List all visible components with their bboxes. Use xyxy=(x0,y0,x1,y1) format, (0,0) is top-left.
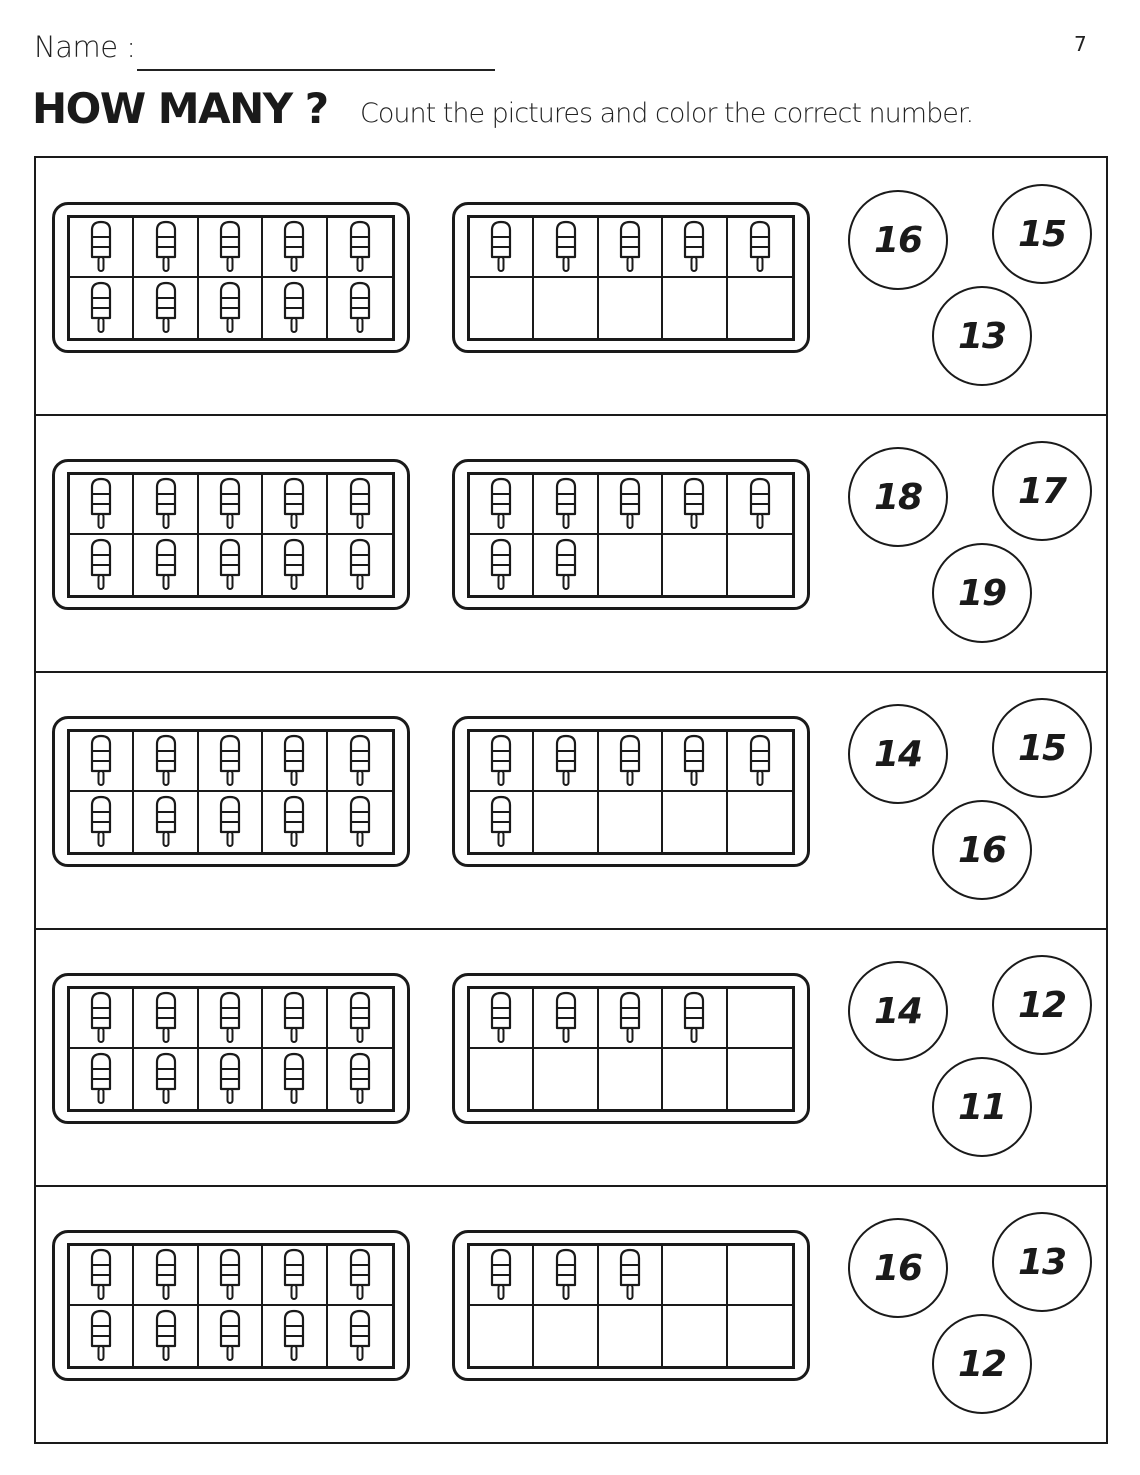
popsicle-icon xyxy=(551,1247,581,1303)
ten-frame-grid xyxy=(467,1243,795,1369)
ten-frame-cell xyxy=(199,989,263,1049)
answer-option-circle[interactable]: 16 xyxy=(848,190,948,290)
answer-option-circle[interactable]: 16 xyxy=(848,1218,948,1318)
popsicle-icon xyxy=(151,476,181,532)
ten-frame-cell xyxy=(599,732,663,792)
ten-frame-cell xyxy=(134,1306,198,1366)
ten-frame-cell xyxy=(663,1049,727,1109)
ten-frame-full xyxy=(52,202,410,353)
ten-frame-cell xyxy=(728,732,792,792)
popsicle-icon xyxy=(679,476,709,532)
problem-row xyxy=(36,1186,1106,1443)
name-label: Name : xyxy=(34,30,136,64)
popsicle-icon xyxy=(215,280,245,336)
ten-frame-cell xyxy=(728,792,792,852)
ten-frame-cell xyxy=(470,535,534,595)
ten-frame-cell xyxy=(534,732,598,792)
popsicle-icon xyxy=(86,990,116,1046)
popsicle-icon xyxy=(151,733,181,789)
ten-frame-cell xyxy=(663,1306,727,1366)
ten-frame-cell xyxy=(70,1246,134,1306)
ten-frame-cell xyxy=(328,792,392,852)
popsicle-icon xyxy=(345,537,375,593)
ten-frame-cell xyxy=(134,1246,198,1306)
ten-frame-cell xyxy=(534,1246,598,1306)
popsicle-icon xyxy=(279,219,309,275)
popsicle-icon xyxy=(279,990,309,1046)
popsicle-icon xyxy=(151,794,181,850)
popsicle-icon xyxy=(215,1308,245,1364)
ten-frame-cell xyxy=(263,218,327,278)
answer-option-circle[interactable]: 19 xyxy=(932,543,1032,643)
ten-frame-cell xyxy=(134,475,198,535)
answer-option-circle[interactable]: 14 xyxy=(848,961,948,1061)
ten-frame-cell xyxy=(534,218,598,278)
ten-frame-cell xyxy=(263,535,327,595)
popsicle-icon xyxy=(215,990,245,1046)
popsicle-icon xyxy=(551,990,581,1046)
ten-frame-cell xyxy=(534,475,598,535)
ten-frame-cell xyxy=(328,1049,392,1109)
ten-frame-grid xyxy=(467,729,795,855)
answer-option-circle[interactable]: 17 xyxy=(992,441,1092,541)
ten-frame-cell xyxy=(263,1306,327,1366)
popsicle-icon xyxy=(486,219,516,275)
ten-frame-cell xyxy=(599,989,663,1049)
popsicle-icon xyxy=(279,733,309,789)
ten-frame-grid xyxy=(67,215,395,341)
popsicle-icon xyxy=(86,476,116,532)
popsicle-icon xyxy=(151,219,181,275)
ten-frame-cell xyxy=(263,1246,327,1306)
popsicle-icon xyxy=(345,1308,375,1364)
name-line[interactable] xyxy=(137,69,495,71)
ten-frame-cell xyxy=(199,792,263,852)
ten-frame-cell xyxy=(263,989,327,1049)
ten-frame-cell xyxy=(199,535,263,595)
popsicle-icon xyxy=(345,794,375,850)
popsicle-icon xyxy=(615,733,645,789)
ten-frame-cell xyxy=(663,989,727,1049)
popsicle-icon xyxy=(86,219,116,275)
ten-frame-cell xyxy=(728,1246,792,1306)
popsicle-icon xyxy=(151,990,181,1046)
ten-frame-cell xyxy=(70,1306,134,1366)
popsicle-icon xyxy=(279,476,309,532)
worksheet-frame xyxy=(34,156,1108,1444)
answer-option-circle[interactable]: 14 xyxy=(848,704,948,804)
popsicle-icon xyxy=(151,1308,181,1364)
popsicle-icon xyxy=(486,537,516,593)
popsicle-icon xyxy=(551,219,581,275)
ten-frame-cell xyxy=(470,1246,534,1306)
popsicle-icon xyxy=(615,990,645,1046)
ten-frame-cell xyxy=(534,989,598,1049)
ten-frame-cell xyxy=(328,1306,392,1366)
ten-frame-cell xyxy=(134,278,198,338)
answer-option-circle[interactable]: 15 xyxy=(992,698,1092,798)
ten-frame-cell xyxy=(134,218,198,278)
ten-frame-grid xyxy=(67,729,395,855)
problem-row xyxy=(36,158,1106,415)
ten-frame-cell xyxy=(70,475,134,535)
ten-frame-cell xyxy=(599,1246,663,1306)
ten-frame-cell xyxy=(663,278,727,338)
ten-frame-cell xyxy=(728,475,792,535)
popsicle-icon xyxy=(679,990,709,1046)
ten-frame-partial xyxy=(452,716,810,867)
ten-frame-cell xyxy=(328,278,392,338)
popsicle-icon xyxy=(151,1051,181,1107)
popsicle-icon xyxy=(151,537,181,593)
ten-frame-cell xyxy=(70,278,134,338)
popsicle-icon xyxy=(151,280,181,336)
ten-frame-cell xyxy=(70,732,134,792)
popsicle-icon xyxy=(215,476,245,532)
popsicle-icon xyxy=(86,1308,116,1364)
ten-frame-cell xyxy=(470,278,534,338)
ten-frame-cell xyxy=(599,475,663,535)
problem-row xyxy=(36,415,1106,672)
row-divider xyxy=(36,928,1106,930)
popsicle-icon xyxy=(615,1247,645,1303)
popsicle-icon xyxy=(486,990,516,1046)
answer-option-circle[interactable]: 12 xyxy=(932,1314,1032,1414)
ten-frame-cell xyxy=(534,535,598,595)
ten-frame-cell xyxy=(134,1049,198,1109)
ten-frame-cell xyxy=(470,218,534,278)
popsicle-icon xyxy=(486,1247,516,1303)
ten-frame-grid xyxy=(467,472,795,598)
popsicle-icon xyxy=(486,733,516,789)
ten-frame-cell xyxy=(728,278,792,338)
ten-frame-cell xyxy=(263,792,327,852)
answer-option-circle[interactable]: 15 xyxy=(992,184,1092,284)
ten-frame-cell xyxy=(534,1049,598,1109)
ten-frame-cell xyxy=(134,732,198,792)
popsicle-icon xyxy=(745,476,775,532)
popsicle-icon xyxy=(279,1247,309,1303)
answer-option-circle[interactable]: 12 xyxy=(992,955,1092,1055)
ten-frame-cell xyxy=(70,792,134,852)
ten-frame-partial xyxy=(452,459,810,610)
ten-frame-cell xyxy=(534,1306,598,1366)
popsicle-icon xyxy=(679,733,709,789)
ten-frame-cell xyxy=(199,1049,263,1109)
popsicle-icon xyxy=(615,476,645,532)
popsicle-icon xyxy=(279,794,309,850)
popsicle-icon xyxy=(345,990,375,1046)
ten-frame-cell xyxy=(199,1306,263,1366)
ten-frame-cell xyxy=(663,792,727,852)
popsicle-icon xyxy=(215,537,245,593)
answer-option-circle[interactable]: 16 xyxy=(932,800,1032,900)
popsicle-icon xyxy=(215,1247,245,1303)
popsicle-icon xyxy=(279,280,309,336)
popsicle-icon xyxy=(86,537,116,593)
ten-frame-cell xyxy=(70,535,134,595)
ten-frame-cell xyxy=(663,732,727,792)
ten-frame-cell xyxy=(70,1049,134,1109)
popsicle-icon xyxy=(279,1051,309,1107)
ten-frame-cell xyxy=(199,732,263,792)
ten-frame-full xyxy=(52,1230,410,1381)
answer-option-circle[interactable]: 18 xyxy=(848,447,948,547)
ten-frame-cell xyxy=(134,535,198,595)
ten-frame-cell xyxy=(470,475,534,535)
ten-frame-cell xyxy=(263,278,327,338)
popsicle-icon xyxy=(486,476,516,532)
ten-frame-cell xyxy=(663,475,727,535)
ten-frame-grid xyxy=(467,215,795,341)
ten-frame-cell xyxy=(534,278,598,338)
popsicle-icon xyxy=(551,733,581,789)
ten-frame-cell xyxy=(470,732,534,792)
popsicle-icon xyxy=(615,219,645,275)
ten-frame-cell xyxy=(263,732,327,792)
ten-frame-grid xyxy=(467,986,795,1112)
ten-frame-cell xyxy=(470,792,534,852)
popsicle-icon xyxy=(345,280,375,336)
ten-frame-grid xyxy=(67,472,395,598)
popsicle-icon xyxy=(86,1247,116,1303)
ten-frame-partial xyxy=(452,202,810,353)
answer-option-circle[interactable]: 13 xyxy=(932,286,1032,386)
ten-frame-cell xyxy=(599,1306,663,1366)
popsicle-icon xyxy=(215,1051,245,1107)
popsicle-icon xyxy=(551,537,581,593)
ten-frame-cell xyxy=(328,1246,392,1306)
ten-frame-cell xyxy=(263,1049,327,1109)
row-divider xyxy=(36,1185,1106,1187)
popsicle-icon xyxy=(345,219,375,275)
ten-frame-cell xyxy=(728,989,792,1049)
ten-frame-cell xyxy=(134,989,198,1049)
popsicle-icon xyxy=(345,476,375,532)
answer-option-circle[interactable]: 11 xyxy=(932,1057,1032,1157)
ten-frame-cell xyxy=(470,989,534,1049)
ten-frame-cell xyxy=(470,1049,534,1109)
ten-frame-cell xyxy=(728,218,792,278)
ten-frame-cell xyxy=(599,535,663,595)
popsicle-icon xyxy=(215,219,245,275)
popsicle-icon xyxy=(86,280,116,336)
ten-frame-cell xyxy=(728,535,792,595)
ten-frame-grid xyxy=(67,1243,395,1369)
page-title: HOW MANY ? xyxy=(32,84,328,133)
ten-frame-full xyxy=(52,973,410,1124)
ten-frame-grid xyxy=(67,986,395,1112)
ten-frame-cell xyxy=(70,989,134,1049)
instructions: Count the pictures and color the correct number. xyxy=(360,98,974,129)
popsicle-icon xyxy=(345,1247,375,1303)
ten-frame-cell xyxy=(199,218,263,278)
popsicle-icon xyxy=(151,1247,181,1303)
ten-frame-cell xyxy=(328,475,392,535)
ten-frame-cell xyxy=(663,535,727,595)
row-divider xyxy=(36,414,1106,416)
ten-frame-cell xyxy=(199,1246,263,1306)
ten-frame-full xyxy=(52,716,410,867)
ten-frame-cell xyxy=(328,218,392,278)
ten-frame-full xyxy=(52,459,410,610)
popsicle-icon xyxy=(486,794,516,850)
popsicle-icon xyxy=(745,733,775,789)
answer-option-circle[interactable]: 13 xyxy=(992,1212,1092,1312)
popsicle-icon xyxy=(551,476,581,532)
popsicle-icon xyxy=(279,537,309,593)
popsicle-icon xyxy=(86,733,116,789)
popsicle-icon xyxy=(86,794,116,850)
popsicle-icon xyxy=(345,1051,375,1107)
ten-frame-cell xyxy=(70,218,134,278)
ten-frame-cell xyxy=(728,1049,792,1109)
ten-frame-cell xyxy=(599,792,663,852)
page-number: 7 xyxy=(1074,32,1087,56)
popsicle-icon xyxy=(279,1308,309,1364)
ten-frame-cell xyxy=(728,1306,792,1366)
ten-frame-cell xyxy=(134,792,198,852)
ten-frame-cell xyxy=(263,475,327,535)
popsicle-icon xyxy=(215,733,245,789)
ten-frame-cell xyxy=(328,535,392,595)
ten-frame-cell xyxy=(199,475,263,535)
ten-frame-cell xyxy=(534,792,598,852)
popsicle-icon xyxy=(86,1051,116,1107)
ten-frame-cell xyxy=(328,989,392,1049)
ten-frame-cell xyxy=(199,278,263,338)
ten-frame-cell xyxy=(470,1306,534,1366)
problem-row xyxy=(36,672,1106,929)
problem-row xyxy=(36,929,1106,1186)
ten-frame-cell xyxy=(599,278,663,338)
popsicle-icon xyxy=(345,733,375,789)
ten-frame-partial xyxy=(452,1230,810,1381)
ten-frame-cell xyxy=(328,732,392,792)
ten-frame-partial xyxy=(452,973,810,1124)
ten-frame-cell xyxy=(663,1246,727,1306)
ten-frame-cell xyxy=(599,1049,663,1109)
popsicle-icon xyxy=(679,219,709,275)
popsicle-icon xyxy=(215,794,245,850)
ten-frame-cell xyxy=(663,218,727,278)
ten-frame-cell xyxy=(599,218,663,278)
row-divider xyxy=(36,671,1106,673)
popsicle-icon xyxy=(745,219,775,275)
